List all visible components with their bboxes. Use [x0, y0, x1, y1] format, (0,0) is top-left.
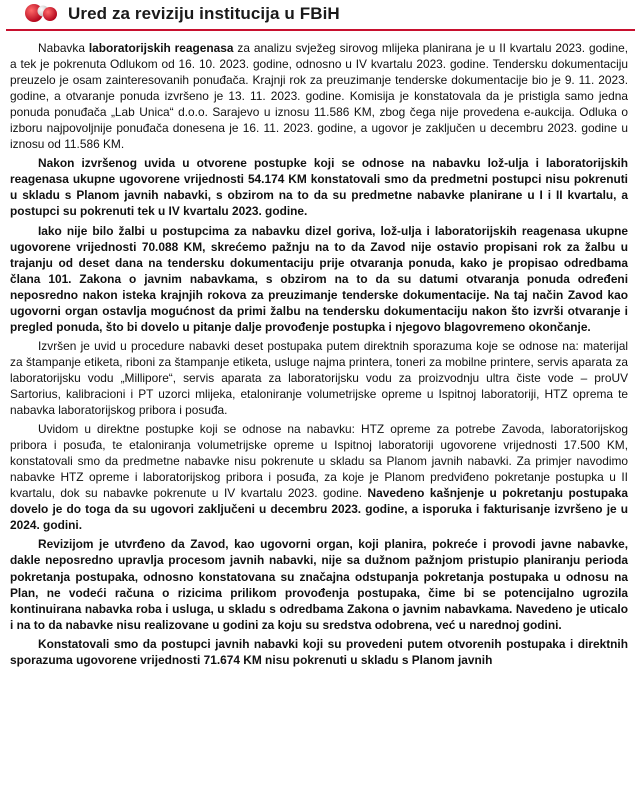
bold-text: Iako nije bilo žalbi u postupcima za nabavku dizel goriva, lož-ulja i laboratorijskih reagenasa ukupne ugovorene vrijednosti 70.088 KM, skrećemo pažnju na to da Zavod nije ostavio propisani rok za žalbu u trajanju od deset dana na tendersku dokumentaciju prije otvaranja ponuda, kako je propisao odredbama člana 101. Zakona o javnim nabavkama, s obzirom na to da su datumi otvaranja ponuda određeni neposredno nakon isteka krajnjih rokova za preuzimanje tenderske dokumentacije. Na taj način Zavod kao ugovorni organ ostavlja mogućnost da primi žalbu na tendersku dokumentaciju nakon što izvrši otvaranje i pregled ponuda, što bi dovelo u pitanje dalje provođenje postupka i njegovo blagovremeno okončanje. — [10, 223, 628, 334]
paragraph-5 — [10, 421, 628, 533]
paragraph-2 — [10, 155, 628, 219]
paragraph-1 — [10, 40, 628, 152]
bold-text: Navedeno kašnjenje u pokretanju postupaka dovelo je do toga da su ugovori zaključeni u decembru 2023. godine, a isporuka i fakturisanje izvršeno je u 2024. godini. — [10, 486, 628, 533]
bold-text: Revizijom je utvrđeno da Zavod, kao ugovorni organ, koji planira, pokreće i provodi javne nabavke, dakle neposredno upravlja procesom javnih nabavki, nije sa dužnom pažnjom pristupio planiranju perioda pokretanja postupaka, odnosno konstatovana su značajna odstupanja pokretanja postupaka u odnosu na Plan, ne vodeći računa o rizicima prilikom provođenja postupaka, čime bi se potencijalno ugrozila kontinuirana nabavka roba i usluga, u skladu s odredbama Zakona o javnim nabavkama. Navedeno je uticalo i na to da nabavke nisu realizovane u godini za koju su sredstva odobrena, već u narednoj godini. — [10, 537, 628, 632]
text-span: Izvršen je uvid u procedure nabavki deset postupaka putem direktnih sporazuma koje se odnose na: materijal za štampanje etiketa, riboni za štampanje etiketa, usluge najma printera, toneri za mobilne printere, servis aparata za laboratorijsku vodu „Millipore“, servis aparata za laboratorijsku vodu za proizvodnju ultra čiste vode – proUV Sartorius, kalibracioni i PT uzorci mlijeka, etaloniranje volumetrijske opreme u Ispitnoj laboratoriji, HTZ oprema te nabavka laboratorijskog pribora i posuđa. — [10, 338, 628, 418]
paragraph-3 — [10, 223, 628, 335]
text-span: Uvidom u direktne postupke koji se odnose na nabavku: HTZ opreme za potrebe Zavoda, laboratorijskog pribora i posuđa, te etaloniranja volumetrijske opreme u Ispitnoj laboratoriji ugovorene vrijednosti 17.500 KM, konstatovali smo da predmetne nabavke nisu pokrenute u skladu sa Planom javnih nabavki. Za primjer navodimo nabavke HTZ opreme i laboratorijskog pribora i posuđa, za koje je Planom predviđeno pokretanje postupka u II kvartalu, dok su nabavke pokrenute u IV kvartalu 2023. godine. — [10, 422, 628, 501]
paragraph-6 — [10, 536, 628, 632]
document-body — [10, 40, 628, 671]
text-span: za analizu svježeg sirovog mlijeka planirana je u II kvartalu 2023. godine, a tek je pokrenuta Odlukom od 16. 10. 2023. godine, odnosno u IV kvartalu 2023. godine. Tendersku dokumentaciju preuzelo je osam zainteresovanih ponuđača. Krajnji rok za preuzimanje tenderske dokumentacije bio je 9. 11. 2023. godine, a otvaranje ponuda izvršeno je 13. 11. 2023. godine. Komisija je konstatovala da je pristigla samo jedna ponuda ponuđača „Lab Unica“ d.o.o. Sarajevo u iznosu 11.586 KM, zbog čega nije provedena e-aukcija. Odluka o izboru najpovoljnije ponuđača donesena je 16. 11. 2023. godine, a ugovor je zaključen u decembru 2023. godine u iznosu od 11.586 KM. — [10, 41, 628, 152]
bold-text: laboratorijskih reagenasa — [88, 41, 234, 55]
ured-logo-icon — [24, 3, 58, 23]
page-header — [6, 3, 635, 31]
paragraph-4 — [10, 338, 628, 418]
text-span: Nabavka — [38, 41, 89, 55]
paragraph-7 — [10, 636, 628, 668]
bold-text: Nakon izvršenog uvida u otvorene postupke koji se odnose na nabavku lož-ulja i laboratorijskih reagenasa ukupne ugovorene vrijednosti 54.174 KM konstatovali smo da predmetni postupci nisu pokrenuti u skladu s Planom javnih nabavki, s obzirom na to da su predmetne nabavke planirane u I i II kvartalu, a postupci su pokrenuti tek u IV kvartalu 2023. godine. — [10, 156, 628, 219]
bold-text: Konstatovali smo da postupci javnih nabavki koji su provedeni putem otvorenih postupaka i direktnih sporazuma ugovorene vrijednosti 71.674 KM nisu pokrenuti u skladu s Planom javnih — [10, 636, 628, 667]
page-title: Ured za reviziju institucija u FBiH — [68, 4, 340, 23]
